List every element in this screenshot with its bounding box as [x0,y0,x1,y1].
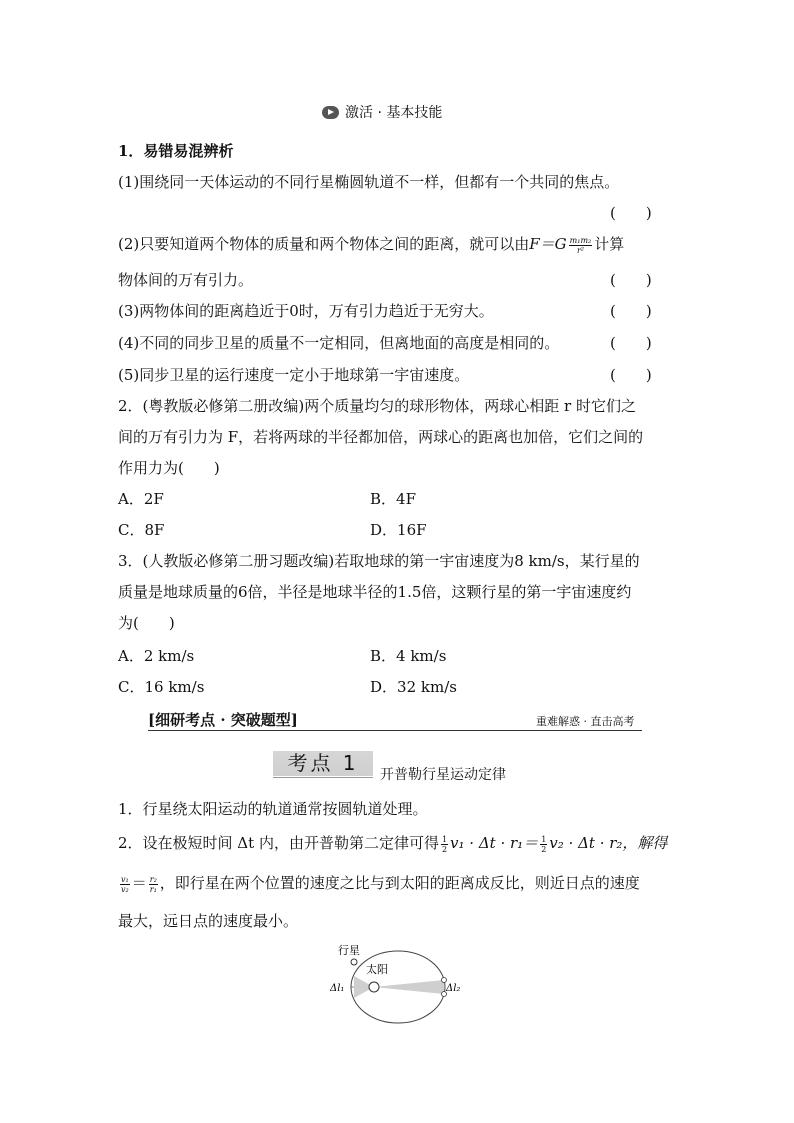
kepler-eq-left: v₁ · Δt · r₁＝ [450,834,539,852]
sun-dot [369,982,379,992]
point-2-text: ，即行星在两个位置的速度之比与到太阳的距离成反比，则近日点的速度 [159,874,640,892]
swept-area-far [374,980,444,994]
kaodian-underline [273,777,373,778]
velocity-ratio [120,875,130,894]
q1-answer-blank-4: ( ) [610,334,652,352]
planet-dot [351,959,357,965]
section-header [322,104,442,122]
q3-line-1: 3．(人教版必修第二册习题改编)若取地球的第一宇宙速度为8 km/s，某行星的 [118,552,640,570]
delta-l2-label: Δl₂ [446,983,461,994]
half-fraction-1 [441,835,448,854]
q1-answer-blank-3: ( ) [610,302,652,320]
formula-fraction [569,236,593,255]
q3-option-d: D．32 km/s [370,678,457,696]
kepler-orbit-diagram [318,936,478,1032]
half-num-2: 1 [541,834,547,844]
radius-num: r₂ [149,874,157,884]
planet-label: 行星 [338,944,360,957]
kaodian-title: 开普勒行星运动定律 [380,767,506,783]
half-den-2: 2 [541,844,547,854]
q3-option-b: B．4 km/s [370,647,447,665]
velocity-den: v₂ [121,884,129,894]
q3-line-3: 为( ) [118,614,175,632]
q1-item-2 [118,234,624,255]
section-bar-divider [148,730,642,731]
formula-lhs: F＝G [529,235,567,253]
section-bar-title: [细研考点 · 突破题型] [148,711,298,729]
sun-label: 太阳 [366,963,388,976]
point-2-line-2: $\frac{\text{v₁}}{\text{v₂}}$ ＝ $\frac{\text{r₂}}{\text{r₁}}$ ，即行星在两个位置的速度之比与到太阳的距离成反比，则近日点的速度 [121,874,640,894]
half-fraction-2 [540,835,547,854]
point-2-intro: 2．设在极短时间 Δt 内，由开普勒第二定律可得 [118,834,439,852]
q2-option-a: A．2F [118,490,164,508]
formula-den: r² [576,245,584,255]
half-den-1: 2 [441,844,448,854]
kepler-eq-right: v₂ · Δt · r₂，解得 [549,834,668,852]
formula-num: m₁m₂ [569,235,592,245]
q2-line-1: 2．(粤教版必修第二册改编)两个质量均匀的球形物体，两球心相距 r 时它们之 [118,397,636,415]
delta-l1-label: Δl₁ [330,983,345,994]
q3-option-a: A．2 km/s [118,647,195,665]
q2-option-c: C．8F [118,521,165,539]
half-num-1: 1 [441,834,448,844]
radius-ratio [149,875,158,894]
q2-option-b: B．4F [370,490,416,508]
q3-line-2: 质量是地球质量的6倍，半径是地球半径的1.5倍，这颗行星的第一宇宙速度约 [118,583,632,601]
q1-item-3: (3)两物体间的距离趋近于0时，万有引力趋近于无穷大。 [118,302,494,320]
point-1: 1．行星绕太阳运动的轨道通常按圆轨道处理。 [118,800,428,818]
q2-line-3: 作用力为( ) [118,459,220,477]
q1-answer-blank-5: ( ) [610,366,652,384]
section-bar-subtitle: 重难解惑 · 直击高考 [536,715,635,728]
q1-answer-blank-1: ( ) [610,204,652,222]
section-header-text: 激活 · 基本技能 [345,105,443,121]
q1-item-2-cont: 物体间的万有引力。 [118,271,254,289]
kaodian-label: 考点 1 [273,751,373,776]
q3-option-c: C．16 km/s [118,678,205,696]
point-2-line-1 [118,833,667,854]
q1-item-5: (5)同步卫星的运行速度一定小于地球第一宇宙速度。 [118,366,470,384]
play-icon [322,106,339,119]
q1-item-2-tail: 计算 [594,235,625,253]
velocity-num: v₁ [121,874,129,884]
q2-line-2: 间的万有引力为 F，若将两球的半径都加倍，两球心的距离也加倍，它们之间的 [118,428,644,446]
q1-item-4: (4)不同的同步卫星的质量不一定相同，但离地面的高度是相同的。 [118,334,560,352]
q1-item-2-text: (2)只要知道两个物体的质量和两个物体之间的距离，就可以由 [118,235,530,253]
q1-answer-blank-2: ( ) [610,271,652,289]
q1-item-1: (1)围绕同一天体运动的不同行星椭圆轨道不一样，但都有一个共同的焦点。 [118,173,620,191]
q1-title: 1．易错易混辨析 [118,142,234,160]
point-2-line-3: 最大，远日点的速度最小。 [118,912,299,930]
q2-option-d: D．16F [370,521,427,539]
radius-den: r₁ [149,884,157,894]
far-point-dot-1 [442,978,447,983]
